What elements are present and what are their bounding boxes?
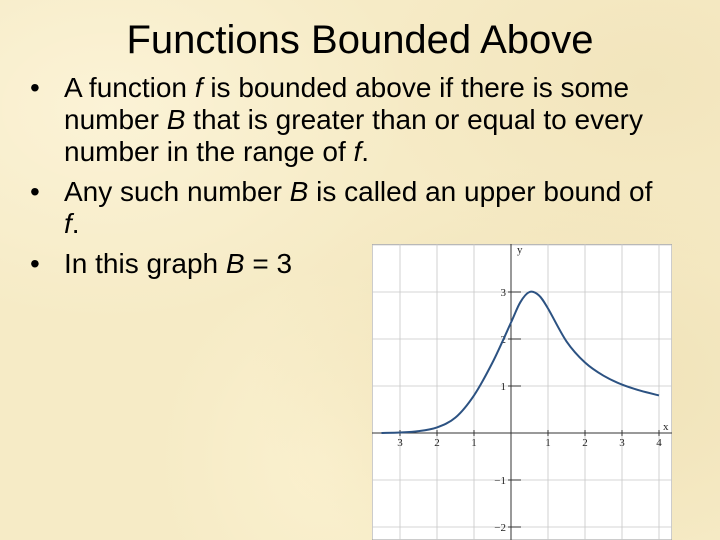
graph-svg [372,244,672,540]
y-tick-label: −1 [494,475,506,487]
bullet-text: Any such number [64,176,290,207]
x-axis-label: x [663,421,669,433]
y-axis-label: y [517,244,523,256]
bullet-text: is called an upper bound of [308,176,653,207]
bullet-bounded-above-definition [28,72,668,168]
bullet-text: . [361,136,370,167]
function-symbol: f [194,72,203,103]
function-symbol: f [64,208,72,239]
bullet-text: = 3 [244,248,293,279]
bullet-text: is bounded above if there is some number [64,72,630,135]
function-graph [372,244,672,540]
bullet-text: . [71,208,80,239]
x-tick-label: 4 [656,437,662,449]
x-tick-label: 2 [434,437,440,449]
y-tick-label: 3 [500,287,506,299]
plot-area [372,244,672,540]
bullet-dot: • [30,248,40,279]
x-tick-label: 1 [471,437,477,449]
y-tick-label: 2 [500,334,506,346]
bullet-text: In this graph [64,248,226,279]
bullet-graph-bound-value [28,248,354,280]
y-tick-label: −2 [494,522,506,534]
bullet-dot: • [30,72,40,103]
bound-symbol: B [166,104,186,135]
bullet-upper-bound-definition [28,176,668,240]
slide-title: Functions Bounded Above [126,18,594,62]
bullet-text: A function [64,72,195,103]
x-tick-label: 3 [619,437,625,449]
bound-symbol: B [289,176,309,207]
bullet-dot: • [30,176,40,207]
bullet-text: that is greater than or equal to every number in the range of [64,104,644,167]
y-tick-label: 1 [500,381,506,393]
function-symbol: f [353,136,362,167]
x-tick-label: 1 [545,437,551,449]
bound-symbol: B [225,248,245,279]
x-tick-label: 3 [397,437,403,449]
x-tick-label: 2 [582,437,588,449]
